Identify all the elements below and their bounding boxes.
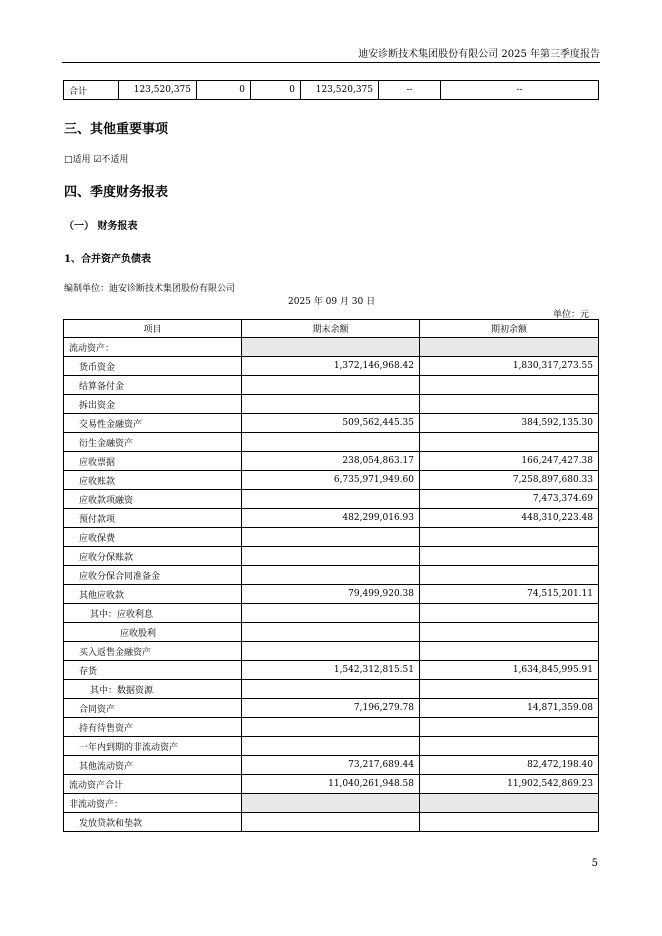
header-end-balance: 期末余额 [242, 320, 420, 338]
begin-balance-cell [420, 718, 599, 737]
table-row [64, 528, 599, 547]
table-row [64, 490, 599, 509]
row-label: 流动资产： [64, 338, 242, 357]
table-cell: 0 [251, 81, 301, 100]
row-label: 货币资金 [64, 357, 242, 376]
row-label: 应收账款 [64, 471, 242, 490]
begin-balance-cell [420, 566, 599, 585]
end-balance-cell: 7,196,279.78 [242, 699, 420, 718]
row-label: 其中：数据资源 [64, 680, 242, 699]
row-label: 应收股利 [64, 623, 242, 642]
row-label: 应收分保账款 [64, 547, 242, 566]
table-row [64, 452, 599, 471]
end-balance-cell [242, 395, 420, 414]
row-label: 交易性金融资产 [64, 414, 242, 433]
row-label: 合同资产 [64, 699, 242, 718]
row-label: 应收款项融资 [64, 490, 242, 509]
header-rule [62, 62, 600, 63]
begin-balance-cell: 166,247,427.38 [420, 452, 599, 471]
row-label: 衍生金融资产 [64, 433, 242, 452]
begin-balance-cell [420, 680, 599, 699]
begin-balance-cell: 11,902,542,869.23 [420, 775, 599, 794]
end-balance-cell [242, 376, 420, 395]
report-header: 迪安诊断技术集团股份有限公司 2025 年第三季度报告 [358, 49, 600, 60]
begin-balance-cell [420, 433, 599, 452]
end-balance-cell: 6,735,971,949.60 [242, 471, 420, 490]
begin-balance-cell [420, 737, 599, 756]
section-4-title: 四、季度财务报表 [64, 185, 169, 200]
header-begin-balance: 期初余额 [420, 320, 599, 338]
begin-balance-cell [420, 547, 599, 566]
end-balance-cell [242, 718, 420, 737]
table-row [64, 718, 599, 737]
row-label: 应收票据 [64, 452, 242, 471]
table-cell: 123,520,375 [119, 81, 197, 100]
end-balance-cell: 482,299,016.93 [242, 509, 420, 528]
report-date: 2025 年 09 月 30 日 [288, 297, 376, 307]
row-label: 存货 [64, 661, 242, 680]
page-number: 5 [591, 858, 598, 869]
end-balance-cell [242, 642, 420, 661]
begin-balance-cell [420, 794, 599, 813]
table-row [64, 661, 599, 680]
table-row [64, 338, 599, 357]
row-label: 一年内到期的非流动资产 [64, 737, 242, 756]
end-balance-cell [242, 813, 420, 832]
header-item: 项目 [64, 320, 242, 338]
unit-label: 单位：元 [552, 310, 589, 320]
table-row [64, 813, 599, 832]
table-header-row [64, 320, 599, 338]
begin-balance-cell: 1,830,317,273.55 [420, 357, 599, 376]
begin-balance-cell: 384,592,135.30 [420, 414, 599, 433]
begin-balance-cell: 7,473,374.69 [420, 490, 599, 509]
table-row [64, 623, 599, 642]
row-label: 应收保费 [64, 528, 242, 547]
total-label: 合计 [64, 81, 119, 100]
begin-balance-cell [420, 813, 599, 832]
end-balance-cell: 509,562,445.35 [242, 414, 420, 433]
balance-sheet-table [63, 319, 599, 832]
row-label: 买入返售金融资产 [64, 642, 242, 661]
end-balance-cell [242, 623, 420, 642]
section-3-title: 三、其他重要事项 [64, 122, 169, 137]
table-row [64, 680, 599, 699]
applicability-note: □适用 ☑不适用 [64, 155, 129, 165]
table-cell: 123,520,375 [301, 81, 379, 100]
balance-sheet-title: 1、合并资产负债表 [64, 254, 151, 265]
table-row [64, 509, 599, 528]
end-balance-cell [242, 338, 420, 357]
begin-balance-cell [420, 338, 599, 357]
begin-balance-cell [420, 528, 599, 547]
end-balance-cell [242, 794, 420, 813]
table-row [64, 566, 599, 585]
table-cell: -- [441, 81, 599, 100]
table-row [64, 414, 599, 433]
end-balance-cell: 79,499,920.38 [242, 585, 420, 604]
row-label: 应收分保合同准备金 [64, 566, 242, 585]
end-balance-cell: 11,040,261,948.58 [242, 775, 420, 794]
row-label: 结算备付金 [64, 376, 242, 395]
end-balance-cell [242, 490, 420, 509]
end-balance-cell [242, 680, 420, 699]
end-balance-cell [242, 547, 420, 566]
table-cell: -- [379, 81, 441, 100]
table-row [64, 699, 599, 718]
table-cell: 0 [197, 81, 251, 100]
row-label: 拆出资金 [64, 395, 242, 414]
table-row [64, 357, 599, 376]
begin-balance-cell [420, 642, 599, 661]
begin-balance-cell: 1,634,845,995.91 [420, 661, 599, 680]
row-label: 发放贷款和垫款 [64, 813, 242, 832]
end-balance-cell [242, 737, 420, 756]
row-label: 其他流动资产 [64, 756, 242, 775]
begin-balance-cell: 14,871,359.08 [420, 699, 599, 718]
table-row [64, 794, 599, 813]
table-row [64, 395, 599, 414]
table-row [64, 737, 599, 756]
row-label: 持有待售资产 [64, 718, 242, 737]
end-balance-cell: 238,054,863.17 [242, 452, 420, 471]
table-row [64, 642, 599, 661]
table-row [64, 775, 599, 794]
table-row [64, 81, 599, 100]
table-row [64, 471, 599, 490]
table-row [64, 376, 599, 395]
begin-balance-cell: 448,310,223.48 [420, 509, 599, 528]
row-label: 其他应收款 [64, 585, 242, 604]
table-row [64, 604, 599, 623]
row-label: 预付款项 [64, 509, 242, 528]
end-balance-cell: 1,542,312,815.51 [242, 661, 420, 680]
table-row [64, 756, 599, 775]
end-balance-cell: 73,217,689.44 [242, 756, 420, 775]
table-row [64, 547, 599, 566]
end-balance-cell [242, 528, 420, 547]
begin-balance-cell [420, 604, 599, 623]
summary-table [63, 80, 599, 100]
end-balance-cell [242, 604, 420, 623]
begin-balance-cell [420, 623, 599, 642]
row-label: 其中：应收利息 [64, 604, 242, 623]
begin-balance-cell [420, 376, 599, 395]
end-balance-cell [242, 566, 420, 585]
begin-balance-cell [420, 395, 599, 414]
table-row [64, 585, 599, 604]
subsection-title: （一） 财务报表 [64, 221, 138, 232]
end-balance-cell: 1,372,146,968.42 [242, 357, 420, 376]
begin-balance-cell: 7,258,897,680.33 [420, 471, 599, 490]
begin-balance-cell: 82,472,198.40 [420, 756, 599, 775]
row-label: 流动资产合计 [64, 775, 242, 794]
table-row [64, 433, 599, 452]
begin-balance-cell: 74,515,201.11 [420, 585, 599, 604]
row-label: 非流动资产： [64, 794, 242, 813]
end-balance-cell [242, 433, 420, 452]
compiler: 编制单位：迪安诊断技术集团股份有限公司 [64, 284, 236, 294]
